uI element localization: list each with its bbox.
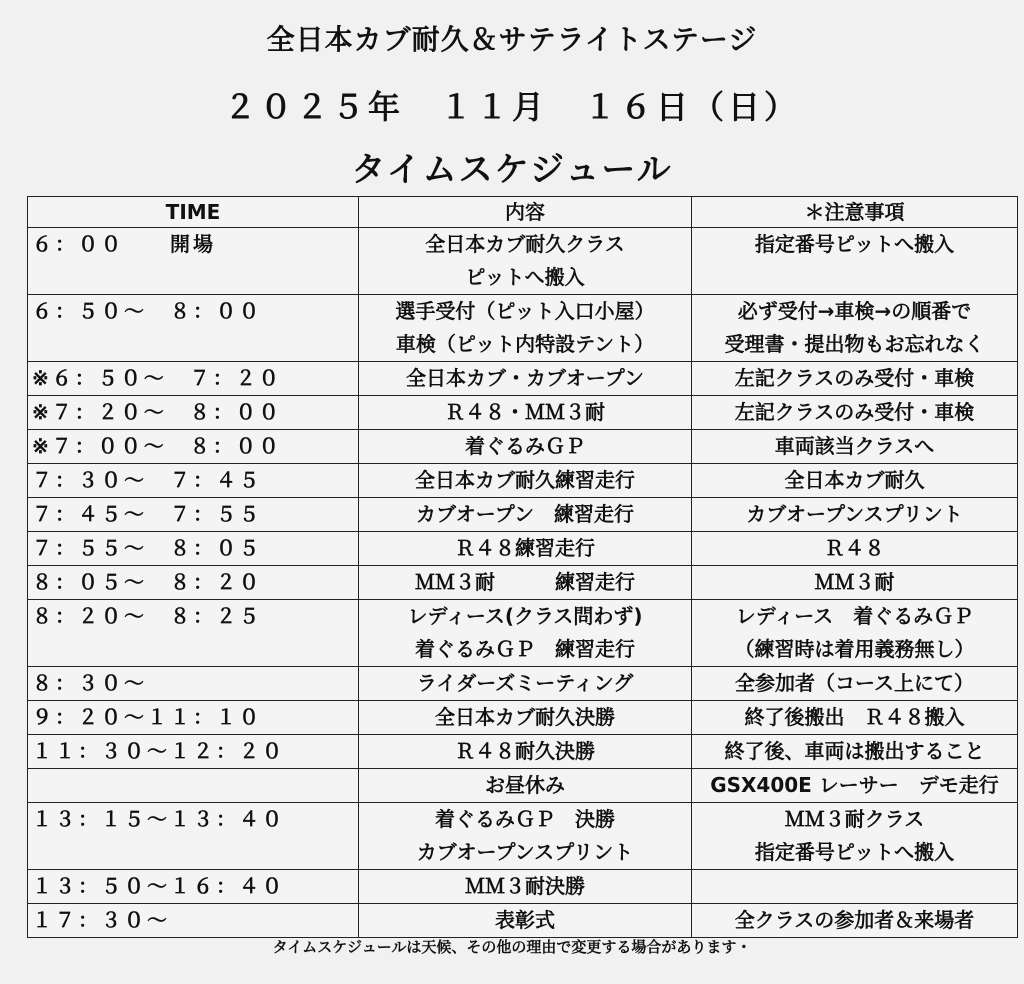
notes-line: ＭＭ３耐 — [814, 570, 895, 594]
notes-line: 車両該当クラスへ — [774, 434, 935, 458]
notes-line: 全クラスの参加者＆来場者 — [734, 908, 975, 932]
content-line: 選手受付（ピット入口小屋） — [395, 299, 655, 323]
content-line: Ｒ４８練習走行 — [455, 536, 595, 560]
header-time: TIME — [28, 197, 359, 228]
table-row — [28, 396, 1018, 430]
time-cell: ８：３０～ — [28, 667, 359, 701]
notes-line: GSX400E レーサー デモ走行 — [710, 773, 999, 797]
content-cell — [359, 532, 692, 566]
content-cell — [359, 295, 692, 362]
notes-cell — [692, 735, 1018, 769]
notes-cell — [692, 870, 1018, 904]
content-line: カブオープン 練習走行 — [416, 502, 634, 526]
table-row — [28, 295, 1018, 362]
notes-line: Ｒ４８ — [824, 536, 885, 560]
notes-line: 左記クラスのみ受付・車検 — [734, 366, 975, 390]
notes-line: 指定番号ピットへ搬入 — [754, 232, 955, 256]
notes-cell — [692, 566, 1018, 600]
time-cell: ９：２０～１１：１０ — [28, 701, 359, 735]
time-cell: ７：３０～ ７：４５ — [28, 464, 359, 498]
content-cell — [359, 566, 692, 600]
schedule-title: タイムスケジュール — [351, 150, 673, 190]
content-cell — [359, 464, 692, 498]
content-line: レディース(クラス問わず) — [407, 604, 643, 628]
notes-cell — [692, 667, 1018, 701]
table-row — [28, 870, 1018, 904]
time-cell: １３：１５～１３：４０ — [28, 803, 359, 870]
time-cell: １１：３０～１２：２０ — [28, 735, 359, 769]
time-cell: ７：５５～ ８：０５ — [28, 532, 359, 566]
table-row — [28, 769, 1018, 803]
content-cell — [359, 362, 692, 396]
content-line: 全日本カブ・カブオープン — [406, 366, 644, 390]
content-cell — [359, 701, 692, 735]
content-line: Ｒ４８・ＭＭ３耐 — [445, 400, 605, 424]
content-cell — [359, 396, 692, 430]
table-row — [28, 228, 1018, 295]
content-cell — [359, 667, 692, 701]
table-row — [28, 532, 1018, 566]
header-notes: ＊注意事項 — [692, 197, 1018, 228]
notes-cell — [692, 464, 1018, 498]
content-line: ＭＭ３耐 練習走行 — [415, 570, 635, 594]
schedule-table — [27, 196, 1018, 938]
time-cell: ６：００ 開場 — [28, 228, 359, 295]
notes-line: カブオープンスプリント — [746, 502, 963, 526]
table-row — [28, 566, 1018, 600]
time-cell: ８：２０～ ８：２５ — [28, 600, 359, 667]
table-row — [28, 600, 1018, 667]
table-row — [28, 430, 1018, 464]
content-cell — [359, 870, 692, 904]
content-line: 全日本カブ耐久決勝 — [435, 705, 615, 729]
notes-cell — [692, 701, 1018, 735]
time-cell: ６：５０～ ８：００ — [28, 295, 359, 362]
notes-line: 全日本カブ耐久 — [784, 468, 925, 492]
notes-line: ＭＭ３耐クラス — [784, 807, 925, 831]
notes-line: 左記クラスのみ受付・車検 — [734, 400, 975, 424]
event-date: ２０２５年 １１月 １６日（日） — [223, 88, 800, 126]
content-cell — [359, 904, 692, 938]
notes-cell — [692, 769, 1018, 803]
time-cell: ※６：５０～ ７：２０ — [28, 362, 359, 396]
time-cell: １７：３０～ — [28, 904, 359, 938]
time-cell: ８：０５～ ８：２０ — [28, 566, 359, 600]
notes-cell — [692, 498, 1018, 532]
content-line: 着ぐるみＧＰ 決勝 — [435, 807, 615, 831]
notes-cell — [692, 532, 1018, 566]
notes-line: レディース 着ぐるみＧＰ — [735, 604, 974, 628]
event-title: 全日本カブ耐久＆サテライトステージ — [266, 23, 758, 56]
content-cell — [359, 228, 692, 295]
notes-cell — [692, 228, 1018, 295]
content-cell — [359, 498, 692, 532]
content-line: 表彰式 — [495, 908, 555, 932]
notes-line: （練習時は着用義務無し） — [734, 637, 975, 661]
content-line: 車検（ピット内特設テント） — [395, 332, 655, 356]
content-line: 着ぐるみＧＰ — [465, 434, 585, 458]
content-cell — [359, 803, 692, 870]
table-row — [28, 362, 1018, 396]
content-line: カブオープンスプリント — [416, 840, 634, 864]
notes-line: 終了後、車両は搬出すること — [724, 739, 985, 763]
notes-line: 終了後搬出 Ｒ４８搬入 — [744, 705, 965, 729]
content-cell — [359, 735, 692, 769]
notes-cell — [692, 430, 1018, 464]
notes-line: 必ず受付→車検→の順番で — [737, 299, 972, 323]
table-header-row — [28, 197, 1018, 228]
notes-cell — [692, 396, 1018, 430]
table-row — [28, 498, 1018, 532]
table-row — [28, 904, 1018, 938]
content-cell — [359, 769, 692, 803]
notes-cell — [692, 600, 1018, 667]
table-row — [28, 701, 1018, 735]
content-cell — [359, 430, 692, 464]
notes-line: 全参加者（コース上にて） — [735, 671, 974, 695]
time-cell: １３：５０～１６：４０ — [28, 870, 359, 904]
notes-line: 受理書・提出物もお忘れなく — [724, 332, 985, 356]
content-line: Ｒ４８耐久決勝 — [455, 739, 595, 763]
content-line: 全日本カブ耐久クラス — [425, 232, 625, 256]
notes-line — [696, 870, 1013, 903]
table-row — [28, 803, 1018, 870]
content-line: お昼休み — [485, 773, 565, 797]
content-line: ライダーズミーティング — [416, 671, 634, 695]
footer-note: タイムスケジュールは天候、その他の理由で変更する場合があります・ — [272, 938, 752, 956]
header-content: 内容 — [359, 197, 692, 228]
content-line: 着ぐるみＧＰ 練習走行 — [415, 637, 635, 661]
notes-cell — [692, 904, 1018, 938]
time-cell: ７：４５～ ７：５５ — [28, 498, 359, 532]
content-line: 全日本カブ耐久練習走行 — [415, 468, 635, 492]
notes-cell — [692, 295, 1018, 362]
time-cell: ※７：２０～ ８：００ — [28, 396, 359, 430]
notes-cell — [692, 362, 1018, 396]
table-row — [28, 667, 1018, 701]
time-cell: ※７：００～ ８：００ — [28, 430, 359, 464]
table-row — [28, 464, 1018, 498]
content-line: ピットへ搬入 — [465, 265, 585, 289]
time-cell — [28, 769, 359, 803]
content-cell — [359, 600, 692, 667]
notes-line: 指定番号ピットへ搬入 — [754, 840, 955, 864]
content-line: ＭＭ３耐決勝 — [465, 874, 585, 898]
notes-cell — [692, 803, 1018, 870]
table-row — [28, 735, 1018, 769]
